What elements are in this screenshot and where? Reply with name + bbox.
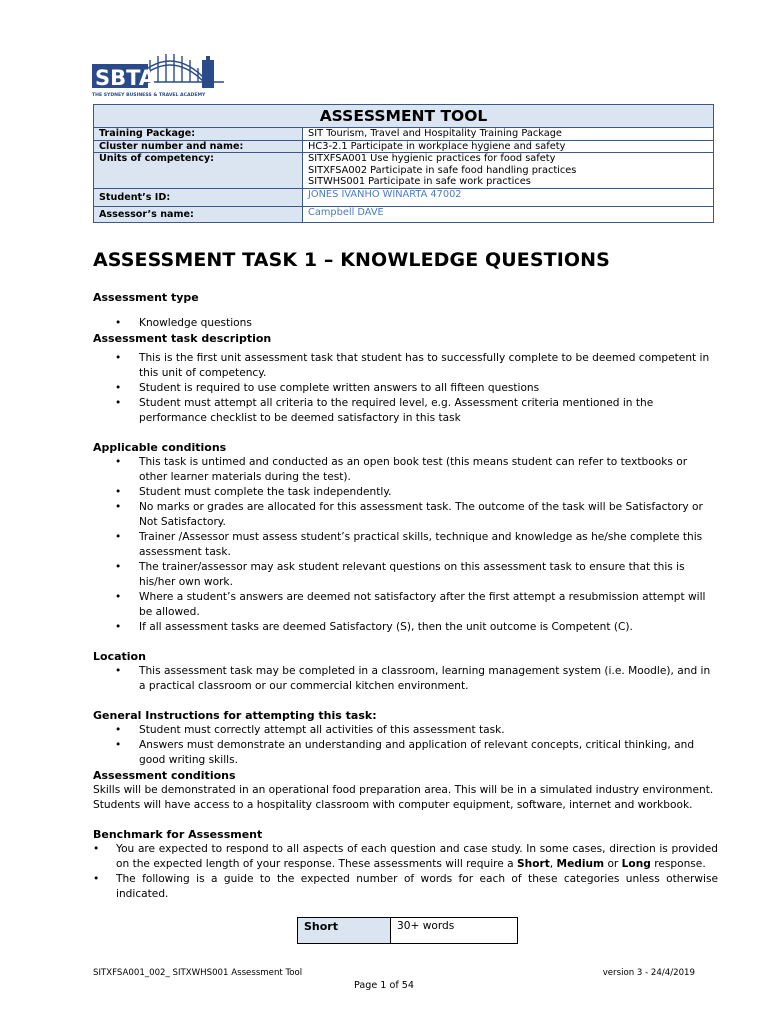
list-item: • Where a student’s answers are deemed not satisfactory after the first attempt a resubmission attempt will be allowed.	[93, 590, 718, 620]
benchmark-list	[93, 842, 718, 902]
assessment-conditions-line: Students will have access to a hospitality classroom with computer equipment, software, internet and workbook.	[93, 799, 693, 811]
assessment-conditions-heading: Assessment conditions	[93, 769, 236, 782]
training-package-value: SIT Tourism, Travel and Hospitality Training Package	[303, 128, 714, 141]
unit-line: SITXFSA001 Use hygienic practices for food safety	[308, 153, 556, 164]
cluster-label: Cluster number and name:	[94, 140, 303, 153]
units-value	[303, 153, 714, 189]
list-item: • Knowledge questions	[93, 316, 718, 331]
comma: ,	[549, 858, 554, 870]
list-item: • This task is untimed and conducted as an open book test (this means student can refer to textbooks or other learner materials during the test).	[93, 455, 718, 485]
task-description-heading: Assessment task description	[93, 332, 272, 345]
list-item: • The following is a guide to the expected number of words for each of these categories unless otherwise indicated.	[93, 872, 718, 902]
word-count-table	[297, 917, 518, 944]
list-item: • The trainer/assessor may ask student relevant questions on this assessment task to ensure that this is his/her own work.	[93, 560, 718, 590]
list-item: • This assessment task may be completed in a classroom, learning management system (i.e. Moodle), and in a practical classroom or our commercial kitchen environment.	[93, 664, 718, 694]
benchmark-heading: Benchmark for Assessment	[93, 828, 263, 841]
list-item: • No marks or grades are allocated for this assessment task. The outcome of the task will be Satisfactory or Not Satisfactory.	[93, 500, 718, 530]
list-item: • Answers must demonstrate an understanding and application of relevant concepts, critical thinking, and good writing skills.	[93, 738, 718, 768]
list-item: • Trainer /Assessor must assess student’s practical skills, technique and knowledge as he/she complete this assessment task.	[93, 530, 718, 560]
list-item: • Student must complete the task independently.	[93, 485, 718, 500]
sbta-logo	[92, 42, 226, 98]
list-item: • If all assessment tasks are deemed Satisfactory (S), then the unit outcome is Competent (C).	[93, 620, 718, 635]
assessor-value: Campbell DAVE	[303, 206, 714, 222]
assessment-type-heading: Assessment type	[93, 291, 199, 304]
assessor-label: Assessor’s name:	[94, 206, 303, 222]
list-item: • This is the first unit assessment task that student has to successfully complete to be deemed competent in this unit of competency.	[93, 351, 718, 381]
or-text: or	[607, 858, 619, 870]
training-package-label: Training Package:	[94, 128, 303, 141]
footer-page-number: Page 1 of 54	[354, 980, 414, 991]
assessment-tool-table	[93, 104, 714, 223]
assessment-type-list	[93, 316, 718, 331]
student-id-label: Student’s ID:	[94, 188, 303, 206]
applicable-conditions-list	[93, 455, 718, 635]
category-cell: Short	[298, 918, 391, 944]
applicable-conditions-heading: Applicable conditions	[93, 441, 227, 454]
footer-doc-name: SITXFSA001_002_ SITXWHS001 Assessment Tool	[93, 968, 303, 978]
footer-version: version 3 - 24/4/2019	[602, 968, 695, 978]
document-body	[93, 290, 718, 902]
words-cell: 30+ words	[391, 918, 518, 944]
unit-line: SITXFSA002 Participate in safe food handling practices	[308, 164, 577, 176]
list-item	[93, 842, 718, 872]
medium-label: Medium	[556, 858, 605, 870]
short-label: Short	[517, 858, 550, 870]
logo-tagline: THE SYDNEY BUSINESS & TRAVEL ACADEMY	[92, 93, 206, 98]
assessment-conditions-line: Skills will be demonstrated in an operational food preparation area. This will be in a simulated industry environment.	[93, 784, 714, 796]
logo-text: SBTA	[95, 66, 156, 90]
table-row	[298, 918, 518, 944]
table-title: ASSESSMENT TOOL	[94, 105, 714, 128]
list-item: • Student must attempt all criteria to the required level, e.g. Assessment criteria mentioned in the performance checklist to be deemed satisfactory in this task	[93, 396, 718, 426]
task-description-list	[93, 351, 718, 426]
location-heading: Location	[93, 650, 146, 663]
unit-line: SITWHS001 Participate in safe work practices	[308, 176, 531, 187]
task-title: ASSESSMENT TASK 1 – KNOWLEDGE QUESTIONS	[93, 249, 610, 271]
student-id-value: JONES IVANHO WINARTA 47002	[303, 188, 714, 206]
location-list	[93, 664, 718, 694]
list-item: • Student is required to use complete written answers to all fifteen questions	[93, 381, 718, 396]
units-label: Units of competency:	[94, 153, 303, 189]
response-text: response.	[654, 858, 706, 870]
long-label: Long	[621, 858, 651, 870]
benchmark-text: You are expected to respond to all aspects of each question and case study. In some cases, direction is provided on the expected length of your response. These assessments will require a	[116, 843, 718, 870]
general-instructions-heading: General Instructions for attempting this task:	[93, 709, 377, 722]
list-item: • Student must correctly attempt all activities of this assessment task.	[93, 723, 718, 738]
general-instructions-list	[93, 723, 718, 768]
cluster-value: HC3-2.1 Participate in workplace hygiene and safety	[303, 140, 714, 153]
